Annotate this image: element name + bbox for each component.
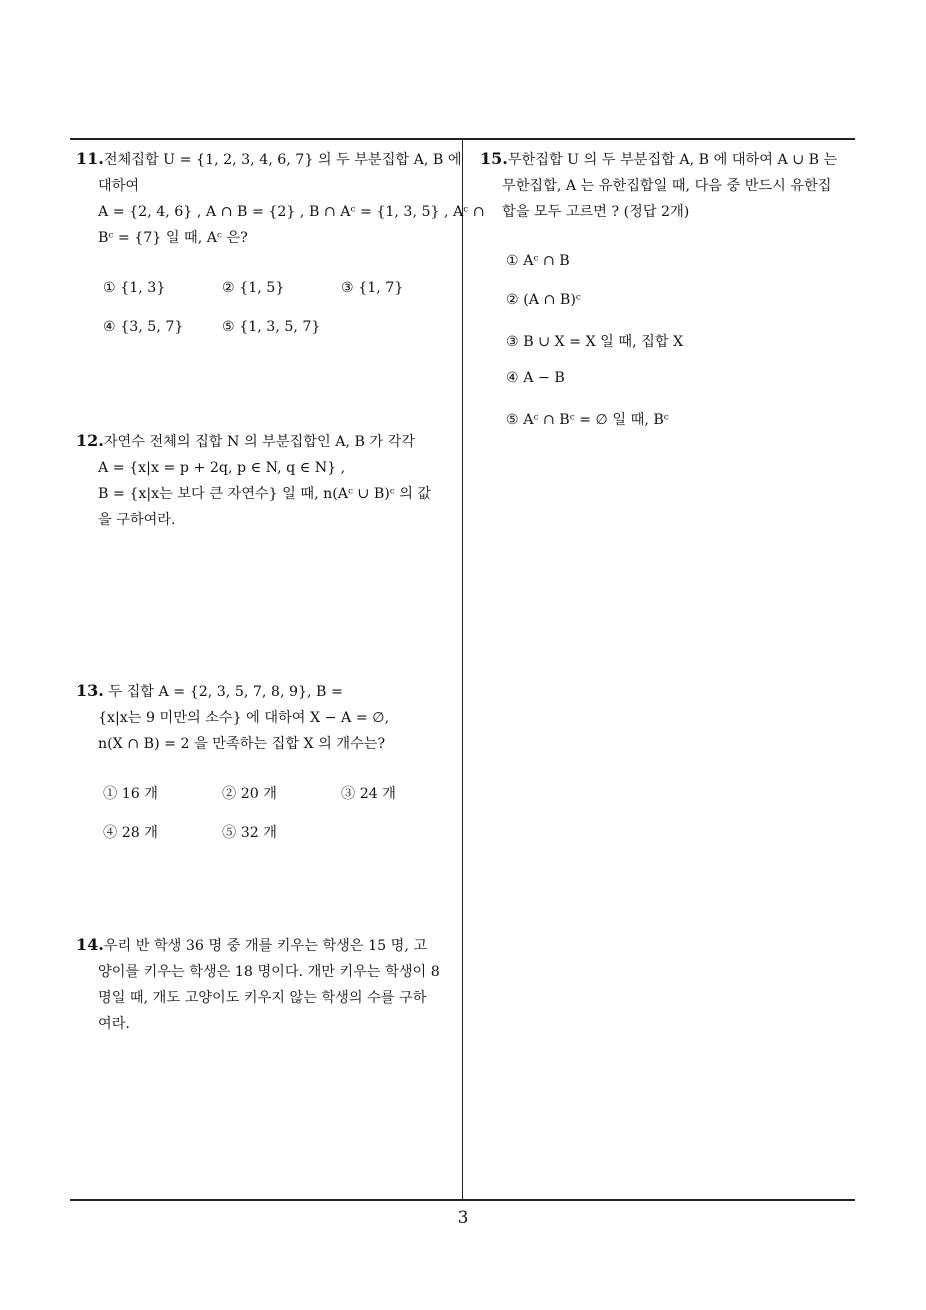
word: = (331, 684, 343, 700)
question-number: 11. (76, 149, 104, 168)
option-3[interactable]: ③ B ∪ X = X 일 때, 집합 X (506, 334, 684, 350)
question-text-line: B = {x|x는 보다 큰 자연수} 일 때, n(Aᶜ ∪ B)ᶜ 의 값 (98, 486, 432, 502)
question-13 (76, 678, 456, 757)
question-text-line: 자연수 전체의 집합 N 의 부분집합인 A, B 가 각각 (103, 434, 416, 450)
option-5[interactable]: ⑤ {1, 3, 5, 7} (222, 319, 321, 335)
option-4[interactable]: ④ A − B (506, 370, 565, 386)
option-5[interactable]: ⑤ Aᶜ ∩ Bᶜ = ∅ 일 때, Bᶜ (506, 412, 669, 428)
question-text-line: 전체집합 U = {1, 2, 3, 4, 6, 7} 의 두 부분집합 A, B 에 (103, 152, 462, 168)
question-text-line: 무한집합 U 의 두 부분집합 A, B 에 대하여 A ∪ B 는 (507, 152, 838, 168)
question-number: 14. (76, 935, 104, 954)
word: ∅, (372, 710, 390, 726)
question-text-line: n(X ∩ B) = 2 을 만족하는 집합 X 의 개수는? (98, 736, 386, 752)
page-number: 3 (457, 1208, 469, 1228)
word: {x|x는 9 미만의 소수} (98, 710, 242, 726)
option-2[interactable]: ② {1, 5} (222, 280, 285, 296)
question-text-line: 대하여 (98, 178, 140, 194)
word: X (310, 710, 321, 726)
option-1[interactable]: ① {1, 3} (103, 280, 166, 296)
option-4[interactable]: ④ {3, 5, 7} (103, 319, 184, 335)
word: = (173, 684, 186, 700)
question-12 (76, 428, 456, 533)
column-divider (462, 138, 463, 1200)
question-text-line: A = {2, 4, 6} , A ∩ B = {2} , B ∩ Aᶜ = {1, 3, 5} , Aᶜ ∩ (98, 204, 485, 220)
question-number: 13. (76, 681, 104, 700)
word: 에 (246, 710, 260, 726)
question-text-line: 을 구하여라. (98, 512, 176, 528)
question-text-line: 여라. (98, 1016, 130, 1032)
option-4[interactable]: ④ 28 개 (103, 825, 158, 841)
question-14 (76, 932, 456, 1037)
question-number: 12. (76, 431, 104, 450)
word: A (158, 684, 169, 700)
question-text-line: Bᶜ = {7} 일 때, Aᶜ 은? (98, 230, 248, 246)
bottom-rule (70, 1199, 855, 1201)
word: − (324, 710, 337, 726)
question-text-line: 무한집합, A 는 유한집합일 때, 다음 중 반드시 유한집 (502, 178, 832, 194)
question-text-line: A = {x|x = p + 2q, p ∈ N, q ∈ N} , (98, 460, 346, 476)
question-text-line: 양이를 키우는 학생은 18 명이다. 개만 키우는 학생이 8 (98, 964, 440, 980)
word: 집합 (126, 684, 155, 700)
word: 대하여 (264, 710, 306, 726)
word: = (355, 710, 368, 726)
option-3[interactable]: ③ {1, 7} (341, 280, 404, 296)
option-2[interactable]: ② 20 개 (222, 786, 277, 802)
question-11 (76, 146, 485, 251)
question-text-line: 우리 반 학생 36 명 중 개를 키우는 학생은 15 명, 고 (103, 938, 428, 954)
option-1[interactable]: ① Aᶜ ∩ B (506, 253, 570, 269)
option-1[interactable]: ① 16 개 (103, 786, 158, 802)
question-text-line: 명일 때, 개도 고양이도 키우지 않는 학생의 수를 구하 (98, 990, 427, 1006)
option-5[interactable]: ⑤ 32 개 (222, 825, 277, 841)
word: A (341, 710, 352, 726)
question-text-line: 합을 모두 고르면 ? (정답 2개) (502, 204, 690, 220)
word: 두 (108, 684, 123, 700)
word: B (316, 684, 327, 700)
question-15 (480, 146, 860, 225)
word: {2, 3, 5, 7, 8, 9}, (189, 684, 312, 700)
option-3[interactable]: ③ 24 개 (341, 786, 396, 802)
option-2[interactable]: ② (A ∩ B)ᶜ (506, 292, 581, 308)
question-number: 15. (480, 149, 508, 168)
